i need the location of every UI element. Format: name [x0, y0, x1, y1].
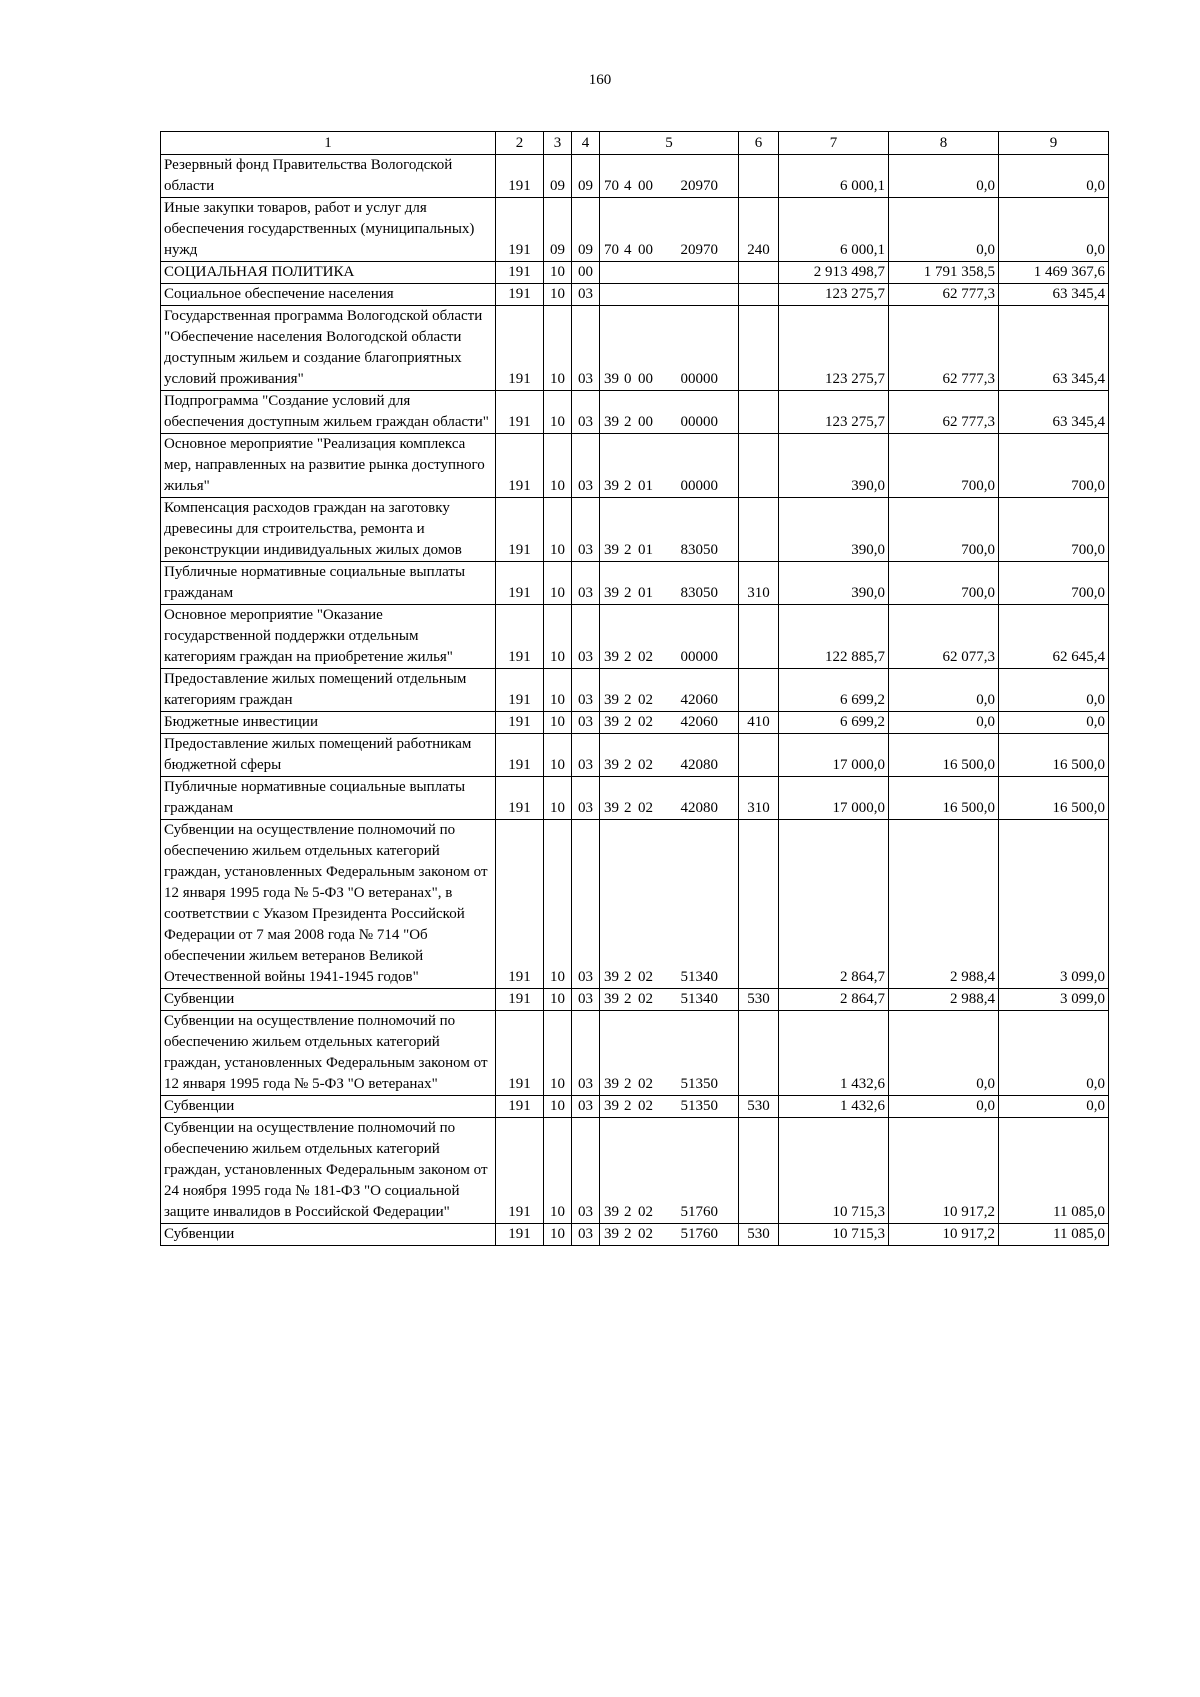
- expense-type-code: 410: [739, 712, 779, 734]
- amount-col9: 63 345,4: [999, 391, 1109, 434]
- target-article-code: [600, 777, 739, 820]
- table-row: [161, 712, 1109, 734]
- amount-col8: 700,0: [889, 434, 999, 498]
- amount-col8: 2 988,4: [889, 820, 999, 989]
- expense-type-code: [739, 820, 779, 989]
- target-article-part: 2: [624, 800, 632, 816]
- header-cell: 2: [496, 132, 544, 155]
- target-article-part: 2: [624, 585, 632, 601]
- section-code: 09: [544, 198, 572, 262]
- row-name: Подпрограмма "Создание условий для обеспечения доступным жильем граждан области": [161, 391, 496, 434]
- target-article-part: 02: [638, 714, 653, 730]
- subsection-code: 09: [572, 198, 600, 262]
- target-article-part: 2: [624, 1076, 632, 1092]
- amount-col8: 62 077,3: [889, 605, 999, 669]
- amount-col7: 123 275,7: [779, 284, 889, 306]
- target-article-part: 00000: [680, 649, 718, 665]
- row-name: Основное мероприятие "Реализация комплекса мер, направленных на развитие рынка доступного жилья": [161, 434, 496, 498]
- target-article-part: 39: [604, 757, 619, 773]
- amount-col8: 16 500,0: [889, 777, 999, 820]
- row-name: Компенсация расходов граждан на заготовку древесины для строительства, ремонта и реконструкции индивидуальных жилых домов: [161, 498, 496, 562]
- amount-col9: 16 500,0: [999, 734, 1109, 777]
- amount-col9: 700,0: [999, 498, 1109, 562]
- subsection-code: 03: [572, 820, 600, 989]
- subsection-code: 03: [572, 306, 600, 391]
- ministry-code: 191: [496, 262, 544, 284]
- target-article-part: 2: [624, 714, 632, 730]
- subsection-code: 03: [572, 605, 600, 669]
- amount-col7: 390,0: [779, 434, 889, 498]
- section-code: 10: [544, 605, 572, 669]
- amount-col7: 122 885,7: [779, 605, 889, 669]
- amount-col7: 2 864,7: [779, 989, 889, 1011]
- target-article-part: 39: [604, 478, 619, 494]
- header-cell: 4: [572, 132, 600, 155]
- row-name: Бюджетные инвестиции: [161, 712, 496, 734]
- row-name: Субвенции: [161, 1224, 496, 1246]
- table-body: [161, 132, 1109, 1246]
- amount-col8: 0,0: [889, 1096, 999, 1118]
- target-article-part: 51340: [680, 969, 718, 985]
- row-name: СОЦИАЛЬНАЯ ПОЛИТИКА: [161, 262, 496, 284]
- amount-col9: 11 085,0: [999, 1118, 1109, 1224]
- target-article-code: [600, 284, 739, 306]
- target-article-part: 39: [604, 542, 619, 558]
- subsection-code: 03: [572, 669, 600, 712]
- table-row: [161, 820, 1109, 989]
- amount-col9: 0,0: [999, 1096, 1109, 1118]
- target-article-part: 02: [638, 1226, 653, 1242]
- subsection-code: 00: [572, 262, 600, 284]
- target-article-part: 01: [638, 478, 653, 494]
- table-row: [161, 734, 1109, 777]
- target-article-code: [600, 734, 739, 777]
- target-article-code: [600, 669, 739, 712]
- header-cell: 3: [544, 132, 572, 155]
- subsection-code: 03: [572, 1118, 600, 1224]
- target-article-code: [600, 989, 739, 1011]
- target-article-part: 01: [638, 585, 653, 601]
- row-name: Субвенции на осуществление полномочий по обеспечению жильем отдельных категорий граждан, установленных Федеральным законом от 24 ноября 1995 года № 181-ФЗ "О социальной защите инвалидов в Российской Федерации": [161, 1118, 496, 1224]
- ministry-code: 191: [496, 1011, 544, 1096]
- section-code: 10: [544, 306, 572, 391]
- section-code: 10: [544, 1011, 572, 1096]
- target-article-part: 2: [624, 757, 632, 773]
- amount-col9: 0,0: [999, 198, 1109, 262]
- target-article-part: 02: [638, 1076, 653, 1092]
- expense-type-code: [739, 262, 779, 284]
- target-article-part: 39: [604, 649, 619, 665]
- target-article-code: [600, 198, 739, 262]
- target-article-code: [600, 498, 739, 562]
- target-article-code: [600, 1011, 739, 1096]
- target-article-part: 2: [624, 1098, 632, 1114]
- target-article-code: [600, 434, 739, 498]
- target-article-code: [600, 1118, 739, 1224]
- expense-type-code: 240: [739, 198, 779, 262]
- amount-col8: 0,0: [889, 155, 999, 198]
- amount-col7: 10 715,3: [779, 1118, 889, 1224]
- row-name: Предоставление жилых помещений работникам бюджетной сферы: [161, 734, 496, 777]
- amount-col7: 17 000,0: [779, 777, 889, 820]
- target-article-code: [600, 262, 739, 284]
- ministry-code: 191: [496, 562, 544, 605]
- subsection-code: 03: [572, 712, 600, 734]
- target-article-part: 00: [638, 371, 653, 387]
- row-name: Публичные нормативные социальные выплаты гражданам: [161, 562, 496, 605]
- target-article-part: 0: [624, 371, 632, 387]
- target-article-part: 02: [638, 692, 653, 708]
- expense-type-code: [739, 391, 779, 434]
- target-article-part: 39: [604, 714, 619, 730]
- target-article-part: 2: [624, 1226, 632, 1242]
- amount-col7: 6 000,1: [779, 198, 889, 262]
- amount-col8: 700,0: [889, 498, 999, 562]
- subsection-code: 03: [572, 1011, 600, 1096]
- section-code: 10: [544, 391, 572, 434]
- expense-type-code: 530: [739, 1224, 779, 1246]
- subsection-code: 03: [572, 498, 600, 562]
- expense-type-code: [739, 1011, 779, 1096]
- target-article-part: 20970: [680, 178, 718, 194]
- target-article-part: 00: [638, 178, 653, 194]
- table-row: [161, 1224, 1109, 1246]
- target-article-part: 02: [638, 969, 653, 985]
- amount-col7: 1 432,6: [779, 1011, 889, 1096]
- target-article-code: [600, 306, 739, 391]
- target-article-part: 00000: [680, 478, 718, 494]
- target-article-part: 00000: [680, 414, 718, 430]
- header-row: [161, 132, 1109, 155]
- section-code: 10: [544, 262, 572, 284]
- expense-type-code: [739, 669, 779, 712]
- target-article-part: 2: [624, 969, 632, 985]
- section-code: 10: [544, 669, 572, 712]
- header-cell: 5: [600, 132, 739, 155]
- expense-type-code: 530: [739, 1096, 779, 1118]
- target-article-part: 2: [624, 414, 632, 430]
- target-article-part: 39: [604, 800, 619, 816]
- amount-col8: 2 988,4: [889, 989, 999, 1011]
- target-article-part: 39: [604, 991, 619, 1007]
- subsection-code: 03: [572, 284, 600, 306]
- row-name: Предоставление жилых помещений отдельным категориям граждан: [161, 669, 496, 712]
- row-name: Социальное обеспечение населения: [161, 284, 496, 306]
- table-row: [161, 777, 1109, 820]
- subsection-code: 03: [572, 434, 600, 498]
- section-code: 10: [544, 777, 572, 820]
- amount-col9: 62 645,4: [999, 605, 1109, 669]
- target-article-code: [600, 1224, 739, 1246]
- target-article-part: 51760: [680, 1226, 718, 1242]
- amount-col9: 63 345,4: [999, 306, 1109, 391]
- row-name: Резервный фонд Правительства Вологодской области: [161, 155, 496, 198]
- amount-col9: 700,0: [999, 434, 1109, 498]
- ministry-code: 191: [496, 734, 544, 777]
- ministry-code: 191: [496, 434, 544, 498]
- amount-col9: 3 099,0: [999, 820, 1109, 989]
- amount-col9: 3 099,0: [999, 989, 1109, 1011]
- target-article-part: 42060: [680, 692, 718, 708]
- ministry-code: 191: [496, 1118, 544, 1224]
- subsection-code: 03: [572, 562, 600, 605]
- row-name: Иные закупки товаров, работ и услуг для обеспечения государственных (муниципальных) нужд: [161, 198, 496, 262]
- amount-col8: 10 917,2: [889, 1224, 999, 1246]
- amount-col7: 6 699,2: [779, 669, 889, 712]
- expense-type-code: [739, 306, 779, 391]
- target-article-part: 2: [624, 692, 632, 708]
- target-article-part: 39: [604, 969, 619, 985]
- amount-col8: 16 500,0: [889, 734, 999, 777]
- expense-type-code: [739, 605, 779, 669]
- target-article-part: 39: [604, 1204, 619, 1220]
- target-article-part: 02: [638, 991, 653, 1007]
- table-row: [161, 989, 1109, 1011]
- target-article-part: 70: [604, 178, 619, 194]
- ministry-code: 191: [496, 1096, 544, 1118]
- amount-col7: 390,0: [779, 562, 889, 605]
- expense-type-code: [739, 734, 779, 777]
- target-article-part: 39: [604, 414, 619, 430]
- subsection-code: 03: [572, 777, 600, 820]
- ministry-code: 191: [496, 1224, 544, 1246]
- target-article-part: 20970: [680, 242, 718, 258]
- header-cell: 6: [739, 132, 779, 155]
- ministry-code: 191: [496, 155, 544, 198]
- section-code: 09: [544, 155, 572, 198]
- amount-col8: 1 791 358,5: [889, 262, 999, 284]
- table-row: [161, 155, 1109, 198]
- section-code: 10: [544, 712, 572, 734]
- section-code: 10: [544, 820, 572, 989]
- ministry-code: 191: [496, 498, 544, 562]
- subsection-code: 03: [572, 989, 600, 1011]
- target-article-part: 39: [604, 1098, 619, 1114]
- target-article-code: [600, 712, 739, 734]
- amount-col8: 700,0: [889, 562, 999, 605]
- target-article-part: 39: [604, 1076, 619, 1092]
- target-article-part: 51350: [680, 1098, 718, 1114]
- expense-type-code: [739, 1118, 779, 1224]
- section-code: 10: [544, 1224, 572, 1246]
- target-article-part: 4: [624, 242, 632, 258]
- target-article-part: 02: [638, 649, 653, 665]
- ministry-code: 191: [496, 391, 544, 434]
- subsection-code: 09: [572, 155, 600, 198]
- subsection-code: 03: [572, 1224, 600, 1246]
- amount-col8: 62 777,3: [889, 284, 999, 306]
- amount-col9: 63 345,4: [999, 284, 1109, 306]
- target-article-part: 39: [604, 585, 619, 601]
- section-code: 10: [544, 1118, 572, 1224]
- target-article-code: [600, 820, 739, 989]
- amount-col8: 0,0: [889, 198, 999, 262]
- section-code: 10: [544, 734, 572, 777]
- table-row: [161, 262, 1109, 284]
- amount-col7: 17 000,0: [779, 734, 889, 777]
- amount-col7: 2 864,7: [779, 820, 889, 989]
- amount-col9: 1 469 367,6: [999, 262, 1109, 284]
- table-row: [161, 562, 1109, 605]
- table-row: [161, 605, 1109, 669]
- target-article-code: [600, 1096, 739, 1118]
- budget-table: [160, 131, 1109, 1246]
- target-article-part: 02: [638, 800, 653, 816]
- expense-type-code: [739, 498, 779, 562]
- row-name: Государственная программа Вологодской области "Обеспечение населения Вологодской области доступным жильем и создание благоприятных условий проживания": [161, 306, 496, 391]
- row-name: Субвенции на осуществление полномочий по обеспечению жильем отдельных категорий граждан, установленных Федеральным законом от 12 января 1995 года № 5-ФЗ "О ветеранах", в соответствии с Указом Президента Российской Федерации от 7 мая 2008 года № 714 "Об обеспечении жильем ветеранов Великой Отечественной войны 1941-1945 годов": [161, 820, 496, 989]
- section-code: 10: [544, 498, 572, 562]
- target-article-part: 02: [638, 757, 653, 773]
- target-article-code: [600, 391, 739, 434]
- target-article-part: 70: [604, 242, 619, 258]
- page-number: 160: [588, 72, 612, 88]
- header-cell: 9: [999, 132, 1109, 155]
- expense-type-code: 310: [739, 562, 779, 605]
- table-row: [161, 284, 1109, 306]
- target-article-part: 39: [604, 692, 619, 708]
- header-cell: 1: [161, 132, 496, 155]
- amount-col9: 11 085,0: [999, 1224, 1109, 1246]
- target-article-part: 01: [638, 542, 653, 558]
- subsection-code: 03: [572, 1096, 600, 1118]
- target-article-part: 2: [624, 542, 632, 558]
- target-article-code: [600, 562, 739, 605]
- target-article-part: 51340: [680, 991, 718, 1007]
- ministry-code: 191: [496, 712, 544, 734]
- amount-col8: 62 777,3: [889, 391, 999, 434]
- target-article-part: 00: [638, 414, 653, 430]
- amount-col7: 123 275,7: [779, 391, 889, 434]
- target-article-code: [600, 605, 739, 669]
- amount-col9: 0,0: [999, 712, 1109, 734]
- target-article-part: 02: [638, 1098, 653, 1114]
- ministry-code: 191: [496, 306, 544, 391]
- row-name: Субвенции на осуществление полномочий по обеспечению жильем отдельных категорий граждан, установленных Федеральным законом от 12 января 1995 года № 5-ФЗ "О ветеранах": [161, 1011, 496, 1096]
- ministry-code: 191: [496, 284, 544, 306]
- table-row: [161, 1096, 1109, 1118]
- amount-col9: 0,0: [999, 1011, 1109, 1096]
- target-article-part: 51350: [680, 1076, 718, 1092]
- ministry-code: 191: [496, 989, 544, 1011]
- amount-col7: 390,0: [779, 498, 889, 562]
- target-article-part: 2: [624, 991, 632, 1007]
- target-article-part: 2: [624, 649, 632, 665]
- target-article-part: 00: [638, 242, 653, 258]
- section-code: 10: [544, 1096, 572, 1118]
- amount-col9: 0,0: [999, 669, 1109, 712]
- ministry-code: 191: [496, 820, 544, 989]
- amount-col7: 1 432,6: [779, 1096, 889, 1118]
- table-row: [161, 198, 1109, 262]
- target-article-part: 00000: [680, 371, 718, 387]
- expense-type-code: [739, 434, 779, 498]
- table-row: [161, 1118, 1109, 1224]
- target-article-part: 02: [638, 1204, 653, 1220]
- target-article-part: 2: [624, 1204, 632, 1220]
- row-name: Субвенции: [161, 1096, 496, 1118]
- target-article-part: 42080: [680, 757, 718, 773]
- ministry-code: 191: [496, 605, 544, 669]
- subsection-code: 03: [572, 734, 600, 777]
- target-article-part: 2: [624, 478, 632, 494]
- expense-type-code: 530: [739, 989, 779, 1011]
- ministry-code: 191: [496, 777, 544, 820]
- ministry-code: 191: [496, 198, 544, 262]
- row-name: Основное мероприятие "Оказание государственной поддержки отдельным категориям граждан на приобретение жилья": [161, 605, 496, 669]
- expense-type-code: 310: [739, 777, 779, 820]
- amount-col8: 10 917,2: [889, 1118, 999, 1224]
- amount-col7: 10 715,3: [779, 1224, 889, 1246]
- amount-col7: 2 913 498,7: [779, 262, 889, 284]
- table-row: [161, 1011, 1109, 1096]
- table-row: [161, 391, 1109, 434]
- table-row: [161, 498, 1109, 562]
- amount-col9: 700,0: [999, 562, 1109, 605]
- target-article-code: [600, 155, 739, 198]
- amount-col8: 62 777,3: [889, 306, 999, 391]
- expense-type-code: [739, 284, 779, 306]
- section-code: 10: [544, 989, 572, 1011]
- section-code: 10: [544, 284, 572, 306]
- target-article-part: 4: [624, 178, 632, 194]
- expense-type-code: [739, 155, 779, 198]
- target-article-part: 51760: [680, 1204, 718, 1220]
- target-article-part: 39: [604, 371, 619, 387]
- header-cell: 7: [779, 132, 889, 155]
- table-row: [161, 669, 1109, 712]
- target-article-part: 83050: [680, 542, 718, 558]
- table-row: [161, 434, 1109, 498]
- section-code: 10: [544, 562, 572, 605]
- amount-col7: 6 000,1: [779, 155, 889, 198]
- amount-col8: 0,0: [889, 1011, 999, 1096]
- target-article-part: 42060: [680, 714, 718, 730]
- target-article-part: 42080: [680, 800, 718, 816]
- section-code: 10: [544, 434, 572, 498]
- amount-col9: 0,0: [999, 155, 1109, 198]
- row-name: Субвенции: [161, 989, 496, 1011]
- amount-col7: 123 275,7: [779, 306, 889, 391]
- amount-col8: 0,0: [889, 712, 999, 734]
- amount-col9: 16 500,0: [999, 777, 1109, 820]
- target-article-part: 83050: [680, 585, 718, 601]
- header-cell: 8: [889, 132, 999, 155]
- target-article-part: 39: [604, 1226, 619, 1242]
- ministry-code: 191: [496, 669, 544, 712]
- table-row: [161, 306, 1109, 391]
- amount-col8: 0,0: [889, 669, 999, 712]
- row-name: Публичные нормативные социальные выплаты гражданам: [161, 777, 496, 820]
- subsection-code: 03: [572, 391, 600, 434]
- amount-col7: 6 699,2: [779, 712, 889, 734]
